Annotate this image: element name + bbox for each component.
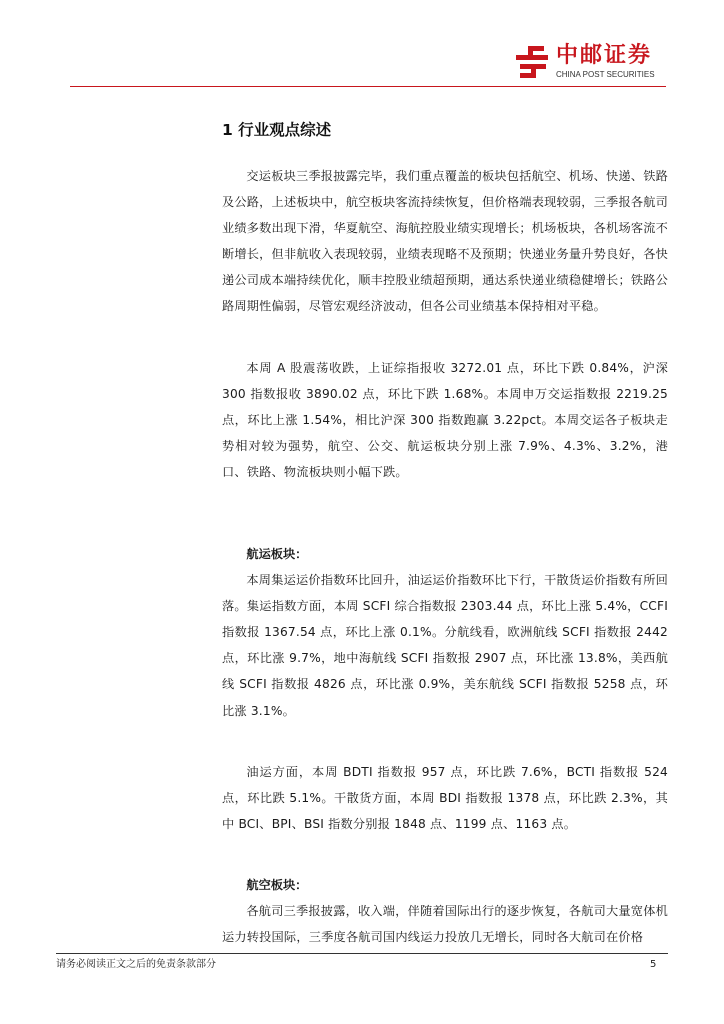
shipping-heading: 航运板块：: [246, 547, 308, 562]
aviation-heading: 航空板块：: [246, 877, 308, 892]
footer-disclaimer: 请务必阅读正文之后的免责条款部分: [56, 959, 216, 970]
paragraph-intro: 交运板块三季报披露完毕，我们重点覆盖的板块包括航空、机场、快递、铁路及公路，上述板块中，航空板块客流持续恢复，但价格端表现较弱，三季报各航司业绩多数出现下滑，华夏航空、海航控股业绩实现增长；机场板块，各机场客流不断增长，但非航收入表现较弱，业绩表现略不及预期；快递业务量升势良好，各快递公司成本端持续优化，顺丰控股业绩超预期，通达系快递业绩稳健增长；铁路公路周期性偏弱，尽管宏观经济波动，但各公司业绩基本保持相对平稳。: [222, 169, 668, 314]
header-divider: [70, 86, 666, 87]
spacer: [222, 520, 668, 541]
china-post-logo-icon: [514, 44, 550, 80]
footer-divider: [56, 953, 668, 954]
logo-chinese-name: 中邮证券: [556, 43, 653, 68]
main-content: [222, 118, 668, 950]
logo-english-name: CHINA POST SECURITIES: [556, 70, 655, 79]
section-title: 1 行业观点综述: [222, 121, 332, 139]
paragraph-aviation: 各航司三季报披露，收入端，伴随着国际出行的逐步恢复，各航司大量宽体机运力转投国际，三季度各航司国内线运力投放几无增长，同时各大航司在价格: [222, 903, 668, 944]
paragraph-shipping-tanker: 油运方面，本周 BDTI 指数报 957 点，环比跌 7.6%，BCTI 指数报 524 点，环比跌 5.1%。干散货方面，本周 BDI 指数报 1378 点，环比跌 2.3%，其中 BCI、BPI、BSI 指数分别报 1848 点、1199 点、1163 点。: [222, 764, 668, 831]
paragraph-market: 本周 A 股震荡收跌，上证综指报收 3272.01 点，环比下跌 0.84%，沪深 300 指数报收 3890.02 点，环比下跌 1.68%。本周申万交运指数报 2219.25 点，环比上涨 1.54%，相比沪深 300 指数跑赢 3.22pct。本周交运各子板块走势相对较为强势，航空、公交、航运板块分别上涨 7.9%、4.3%、3.2%，港口、铁路、物流板块则小幅下跌。: [222, 360, 668, 479]
paragraph-shipping-container: 本周集运运价指数环比回升，油运运价指数环比下行，干散货运价指数有所回落。集运指数方面，本周 SCFI 综合指数报 2303.44 点，环比上涨 5.4%，CCFI 指数报 1367.54 点，环比上涨 0.1%。分航线看，欧洲航线 SCFI 指数报 2442 点，环比涨 9.7%，地中海航线 SCFI 指数报 2907 点，环比涨 13.8%，美西航线 SCFI 指数报 4826 点，环比涨 0.9%，美东航线 SCFI 指数报 5258 点，环比涨 3.1%。: [222, 573, 668, 718]
company-logo: [514, 44, 674, 80]
page-number: 5: [650, 959, 657, 970]
